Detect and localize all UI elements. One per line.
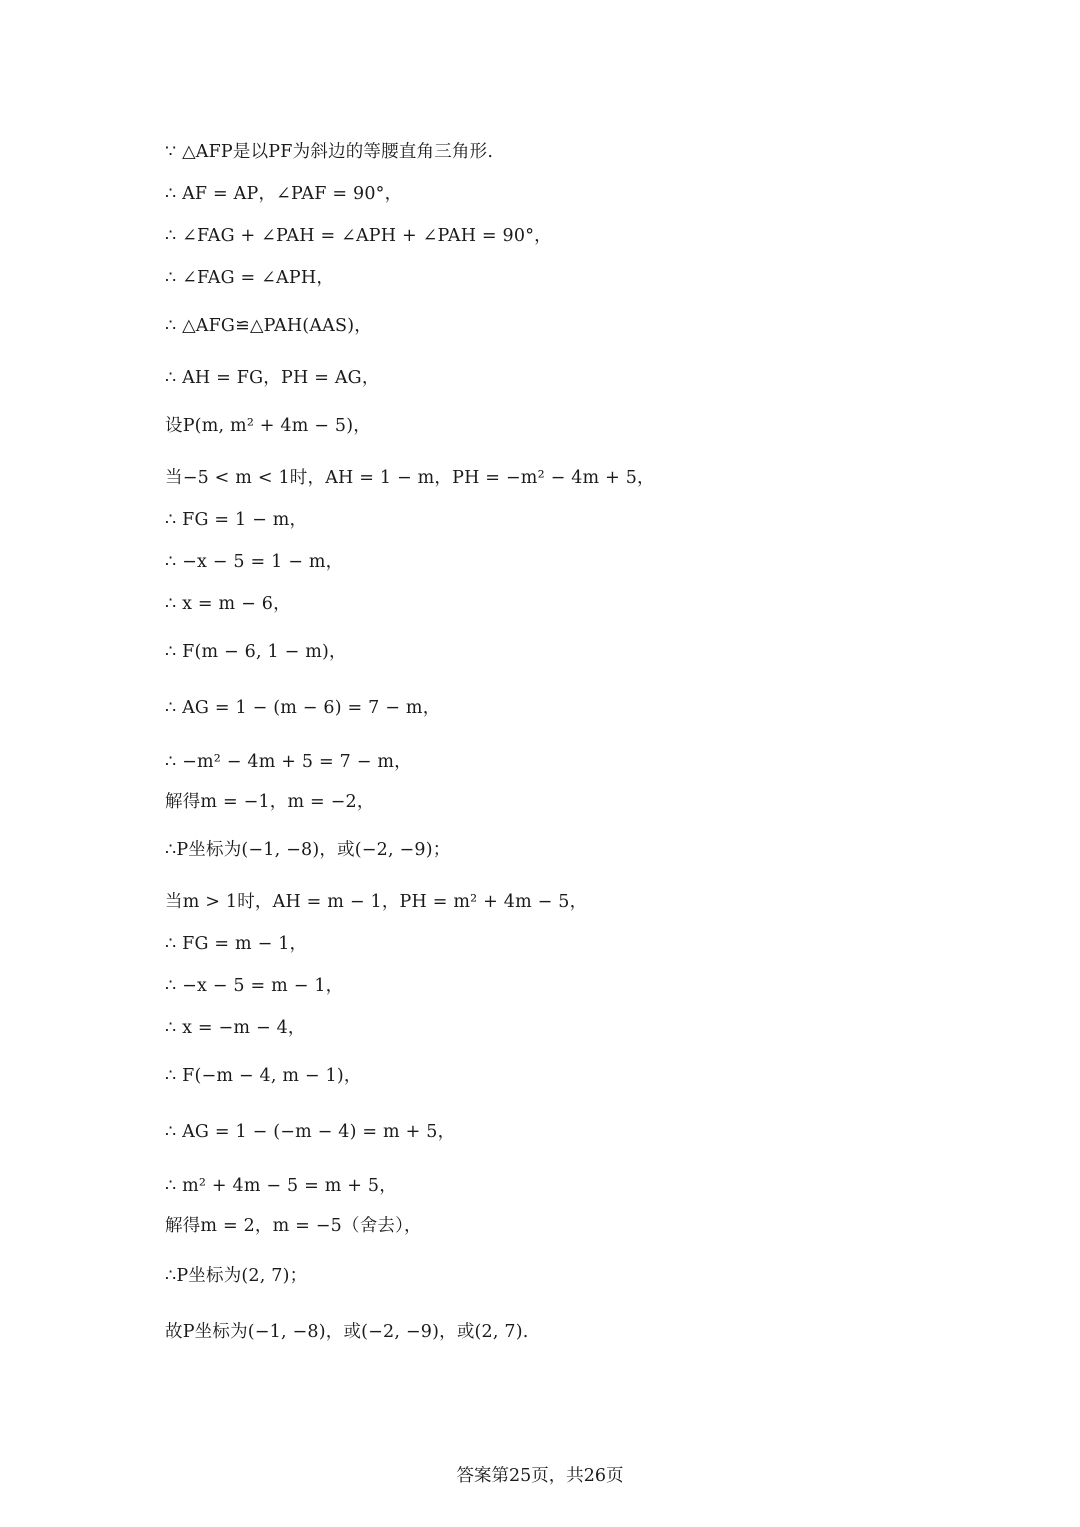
solution-line-1: ∵ △AFP是以PF为斜边的等腰直角三角形. <box>165 142 494 162</box>
solution-line-5: ∴ △AFG≌△PAH(AAS)， <box>165 316 372 336</box>
solution-line-6: ∴ AH = FG，PH = AG， <box>165 368 380 388</box>
solution-line-14: ∴ −m² − 4m + 5 = 7 − m， <box>165 752 412 772</box>
solution-line-9: ∴ FG = 1 − m， <box>165 510 308 530</box>
solution-line-3: ∴ ∠FAG + ∠PAH = ∠APH + ∠PAH = 90°， <box>165 226 552 246</box>
solution-line-26: 故P坐标为(−1, −8)，或(−2, −9)，或(2, 7). <box>165 1322 529 1342</box>
solution-line-24: 解得m = 2，m = −5（舍去）， <box>165 1216 422 1236</box>
solution-line-7: 设P(m, m² + 4m − 5)， <box>165 416 371 436</box>
solution-line-22: ∴ AG = 1 − (−m − 4) = m + 5， <box>165 1122 456 1142</box>
page-footer: 答案第25页，共26页 <box>456 1466 624 1486</box>
solution-line-13: ∴ AG = 1 − (m − 6) = 7 − m， <box>165 698 441 718</box>
solution-line-17: 当m > 1时，AH = m − 1，PH = m² + 4m − 5， <box>165 892 588 912</box>
solution-line-2: ∴ AF = AP，∠PAF = 90°， <box>165 184 403 204</box>
solution-line-23: ∴ m² + 4m − 5 = m + 5， <box>165 1176 397 1196</box>
solution-line-25: ∴P坐标为(2, 7)； <box>165 1266 308 1286</box>
solution-line-16: ∴P坐标为(−1, −8)，或(−2, −9)； <box>165 840 451 860</box>
solution-line-20: ∴ x = −m − 4， <box>165 1018 306 1038</box>
solution-line-21: ∴ F(−m − 4, m − 1)， <box>165 1066 362 1086</box>
solution-line-10: ∴ −x − 5 = 1 − m， <box>165 552 344 572</box>
solution-line-18: ∴ FG = m − 1， <box>165 934 308 954</box>
solution-line-4: ∴ ∠FAG = ∠APH， <box>165 268 335 288</box>
solution-line-8: 当−5 < m < 1时，AH = 1 − m，PH = −m² − 4m + 5， <box>165 468 655 488</box>
solution-line-11: ∴ x = m − 6， <box>165 594 291 614</box>
solution-line-12: ∴ F(m − 6, 1 − m)， <box>165 642 347 662</box>
solution-line-15: 解得m = −1，m = −2， <box>165 792 375 812</box>
solution-line-19: ∴ −x − 5 = m − 1， <box>165 976 344 996</box>
